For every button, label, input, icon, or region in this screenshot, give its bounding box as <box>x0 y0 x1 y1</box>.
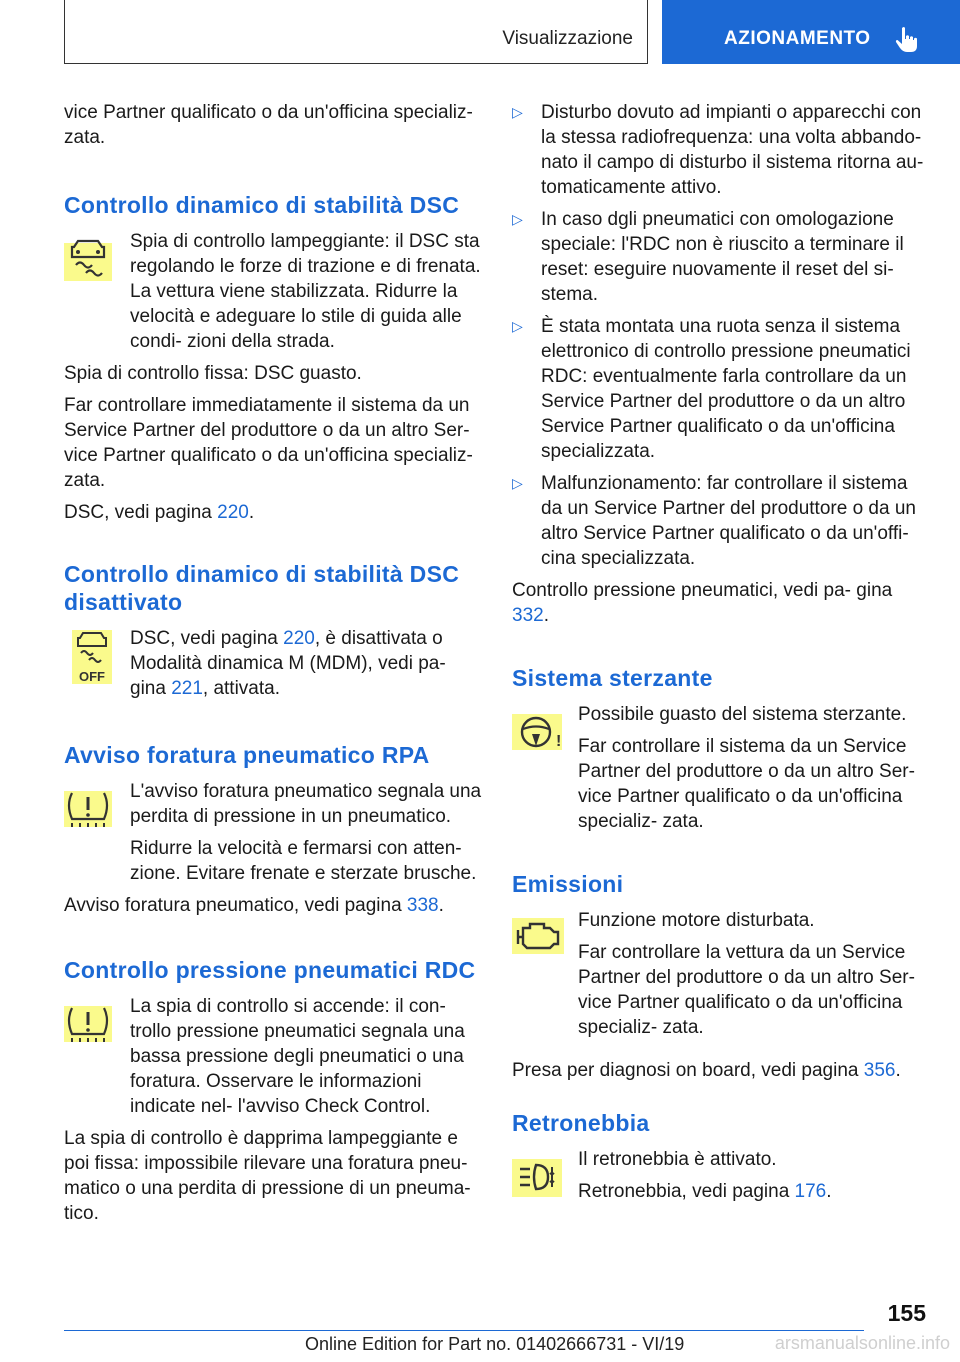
chapter-tab-label: AZIONAMENTO <box>724 28 871 49</box>
rear-fog-light-icon <box>512 1157 562 1204</box>
engine-check-icon <box>512 916 564 961</box>
list-item-text: In caso dgli pneumatici con omologazione speciale: l'RDC non è riuscito a terminare il reset: eseguire nuovamente il reset del si- stema. <box>541 209 904 305</box>
right-column <box>512 100 926 1204</box>
emissions-reference <box>512 1058 926 1083</box>
triangle-bullet-icon: ▷ <box>512 318 523 334</box>
rdc-block <box>64 994 484 1226</box>
dsc-off-icon-label: OFF <box>79 669 105 684</box>
dsc-page-link[interactable]: 220 <box>217 502 249 523</box>
fog-text-1: Il retronebbia è attivato. <box>578 1149 777 1170</box>
fog-reference <box>512 1179 926 1204</box>
rpa-ref-end: . <box>438 895 444 916</box>
steering-heading: Sistema sterzante <box>512 665 713 691</box>
header-frame <box>64 0 648 64</box>
list-item <box>512 100 926 200</box>
section-title: Visualizzazione <box>502 28 633 49</box>
fog-block <box>512 1147 926 1204</box>
page-number: 155 <box>887 1300 926 1326</box>
footer-divider <box>64 1330 864 1331</box>
steering-block <box>512 702 926 834</box>
fog-page-link[interactable]: 176 <box>794 1181 827 1202</box>
dsc-warning-icon <box>64 235 112 292</box>
rdc-reference <box>512 578 926 628</box>
list-item <box>512 207 926 307</box>
dsc-ref-text: DSC, vedi pagina <box>64 502 218 523</box>
svg-text:!: ! <box>556 733 562 750</box>
steering-warning-icon <box>512 712 562 757</box>
fog-heading: Retronebbia <box>512 1110 650 1136</box>
rdc-text-1: La spia di controllo si accende: il con- trollo pressione pneumatici segnala una bassa pressione degli pneumatici o una foratura. Osservare le informazioni indicate nel- l'avviso Check Control. <box>130 996 465 1117</box>
rdc-page-link[interactable]: 332 <box>512 605 544 626</box>
list-item <box>512 471 926 571</box>
tire-pressure-icon <box>64 787 112 838</box>
emissions-block <box>512 908 926 1083</box>
dsc-off-icon <box>72 628 112 691</box>
tire-pressure-icon <box>64 1002 112 1053</box>
emissions-ref-end: . <box>895 1060 901 1081</box>
dsc-off-text-3: , attivata. <box>202 678 281 699</box>
rpa-page-link[interactable]: 338 <box>406 895 439 916</box>
list-item-text: È stata montata una ruota senza il sistema elettronico di controllo pressione pneumatici RDC: eventualmente farla controllare da un Service Partner del produttore o da un altro Service Partner qualificato o da un'officina specializzata. <box>541 316 911 462</box>
dsc-off-text-1: DSC, vedi pagina <box>130 628 284 649</box>
watermark: arsmanualsonline.info <box>774 1333 950 1353</box>
list-item <box>512 314 926 464</box>
rpa-text-1: L'avviso foratura pneumatico segnala una perdita di pressione in un pneumatico. <box>130 781 482 827</box>
emissions-heading: Emissioni <box>512 871 624 897</box>
chapter-tab[interactable] <box>662 0 960 64</box>
dsc-text-3: Far controllare immediatamente il sistema da un Service Partner del produttore o da un altro Ser- vice Partner qualificato o da un'officina specializ- zata. <box>64 395 473 491</box>
rdc-ref-end: . <box>543 605 549 626</box>
emissions-page-link[interactable]: 356 <box>863 1060 896 1081</box>
fog-ref-text: Retronebbia, vedi pagina <box>578 1181 795 1202</box>
left-column <box>64 100 484 1226</box>
dsc-reference <box>64 500 484 525</box>
triangle-bullet-icon: ▷ <box>512 104 523 120</box>
steering-text-2: Far controllare il sistema da un Service Partner del produttore o da un altro Ser- vice Partner qualificato o da un'officina specializ- zata. <box>578 736 915 832</box>
rpa-ref-text: Avviso foratura pneumatico, vedi pagina <box>64 895 407 916</box>
emissions-text-1: Funzione motore disturbata. <box>578 910 815 931</box>
rdc-heading: Controllo pressione pneumatici RDC <box>64 957 476 983</box>
dsc-ref-end: . <box>248 502 255 523</box>
rpa-text-2: Ridurre la velocità e fermarsi con atten- zione. Evitare frenate e sterzate brusche. <box>130 838 477 884</box>
rpa-reference <box>64 893 484 918</box>
rdc-ref-text: Controllo pressione pneumatici, vedi pa- gina <box>512 580 893 601</box>
triangle-bullet-icon: ▷ <box>512 211 523 227</box>
dsc-off-heading: Controllo dinamico di stabilità DSC disattivato <box>64 561 460 615</box>
emissions-text-2: Far controllare la vettura da un Service Partner del produttore o da un altro Ser- vice Partner qualificato o da un'officina specializ- zata. <box>578 942 915 1038</box>
dsc-off-text <box>64 626 484 701</box>
intro-text: vice Partner qualificato o da un'officina specializ- zata. <box>64 102 473 148</box>
dsc-off-block <box>64 626 484 701</box>
rdc-text-2: La spia di controllo è dapprima lampeggiante e poi fissa: impossibile rilevare una foratura pneu- matico o una perdita di pressione di un pneuma- tico. <box>64 1128 471 1224</box>
rpa-block <box>64 779 484 918</box>
emissions-ref-text: Presa per diagnosi on board, vedi pagina <box>512 1060 864 1081</box>
dsc-text-2: Spia di controllo fissa: DSC guasto. <box>64 363 362 384</box>
list-item-text: Malfunzionamento: far controllare il sistema da un Service Partner del produttore o da un altro Service Partner qualificato o da un'offi- cina specializzata. <box>541 473 916 569</box>
dsc-off-page-link-2[interactable]: 221 <box>171 678 203 699</box>
dsc-text-1: Spia di controllo lampeggiante: il DSC sta regolando le forze di trazione e di frenata. La vettura viene stabilizzata. Ridurre la velocità e adeguare lo stile di guida alle condi- zioni della strada. <box>130 231 481 352</box>
rdc-cause-list <box>512 100 926 571</box>
dsc-heading: Controllo dinamico di stabilità DSC <box>64 192 460 218</box>
dsc-off-page-link-1[interactable]: 220 <box>283 628 315 649</box>
rpa-heading: Avviso foratura pneumatico RPA <box>64 742 430 768</box>
triangle-bullet-icon: ▷ <box>512 475 523 491</box>
fog-ref-end: . <box>826 1181 832 1202</box>
steering-text-1: Possibile guasto del sistema sterzante. <box>578 704 907 725</box>
hand-pointer-icon <box>894 26 920 59</box>
list-item-text: Disturbo dovuto ad impianti o apparecchi con la stessa radiofrequenza: una volta abbando- nato il campo di disturbo il sistema ritorna au- tomaticamente attivo. <box>541 102 924 198</box>
dsc-block <box>64 229 484 525</box>
dsc-off-text-2: , è disattivata o Modalità dinamica M (MDM), vedi pa- gina <box>130 628 446 699</box>
edition-text: Online Edition for Part no. 01402666731 - VI/19 <box>305 1334 685 1354</box>
